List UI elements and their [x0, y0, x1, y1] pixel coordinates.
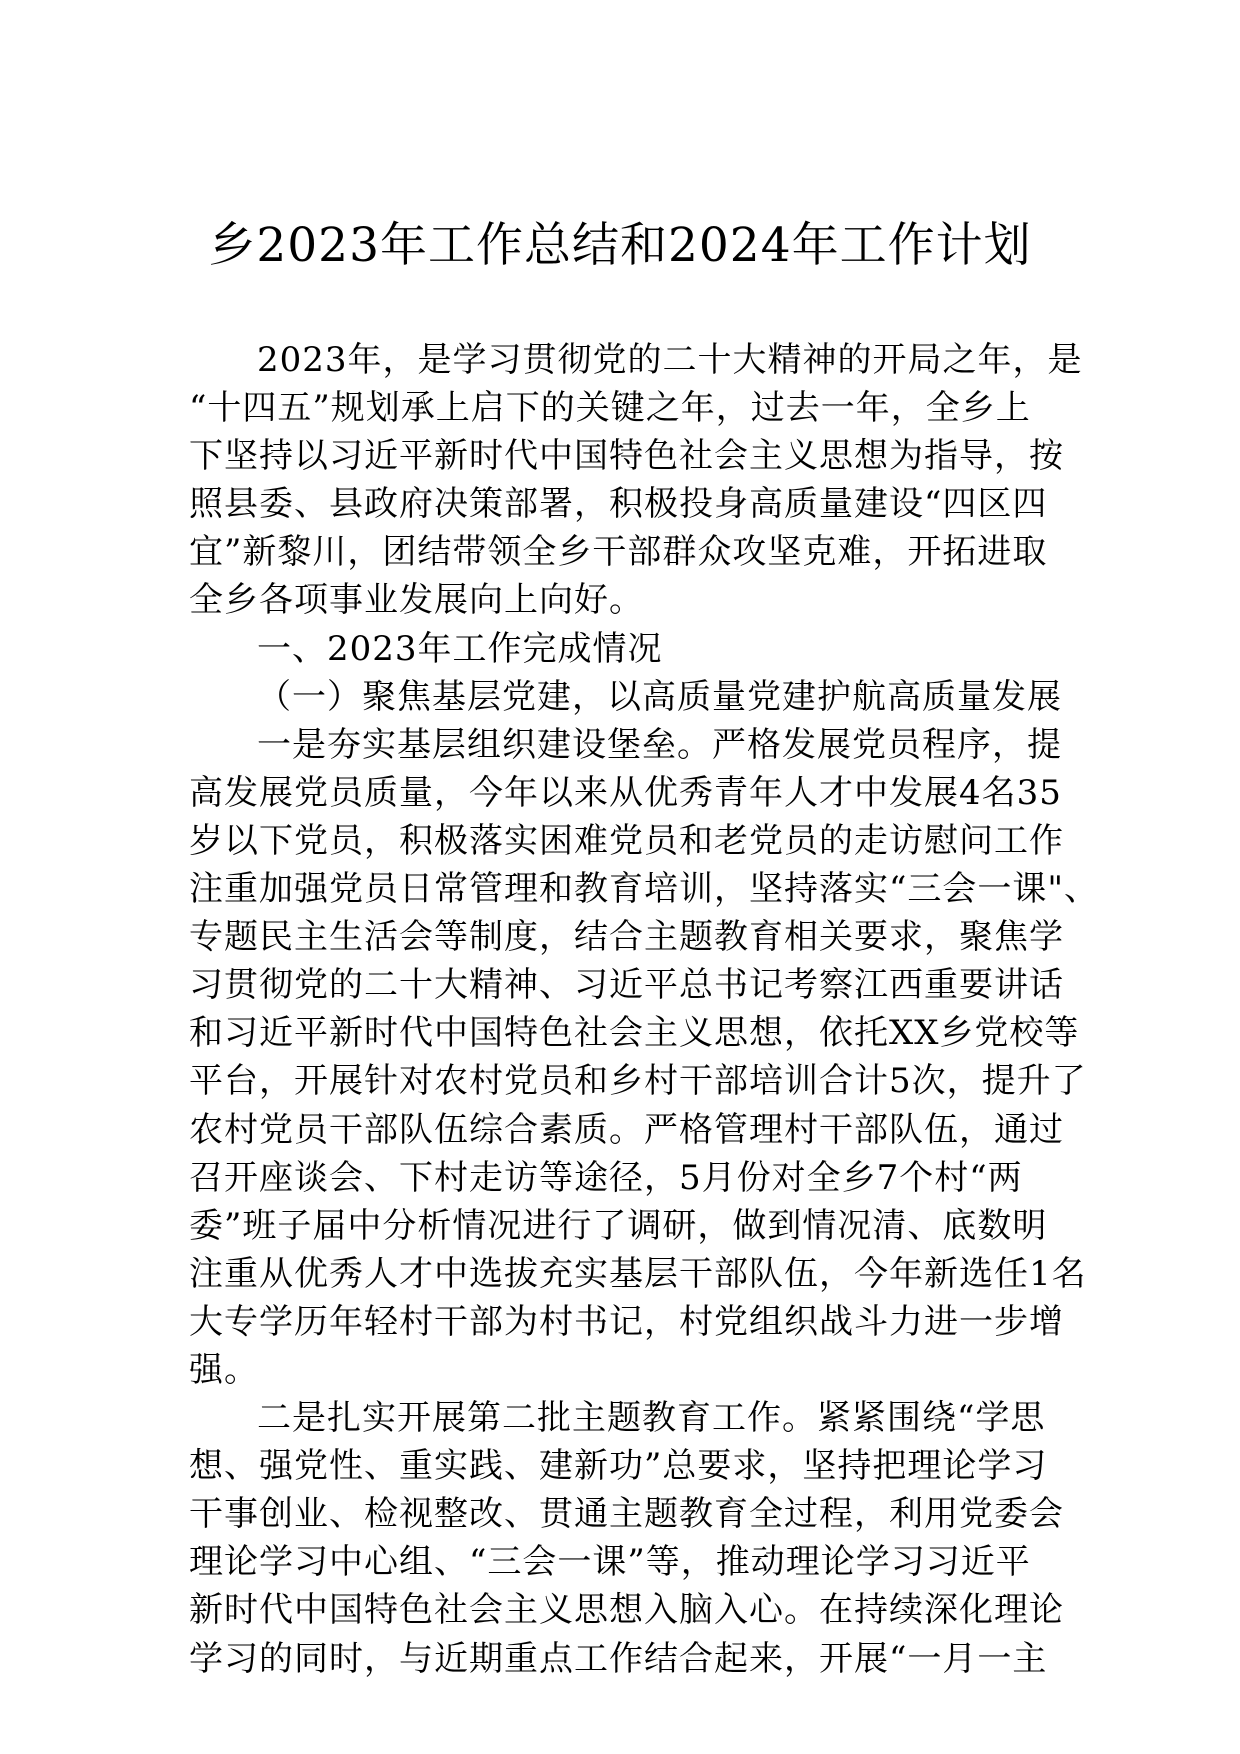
body-line: （一）聚焦基层党建，以高质量党建护航高质量发展 — [257, 676, 1062, 717]
document-title: 乡2023年工作总结和2024年工作计划 — [208, 218, 1032, 273]
body-line: 大专学历年轻村干部为村书记，村党组织战斗力进一步增 — [189, 1301, 1064, 1342]
body-line: 强。 — [189, 1349, 259, 1390]
body-line: 一是夯实基层组织建设堡垒。严格发展党员程序，提 — [257, 724, 1062, 765]
body-line: 和习近平新时代中国特色社会主义思想，依托XX乡党校等 — [189, 1013, 1080, 1054]
body-line: 干事创业、检视整改、贯通主题教育全过程，利用党委会 — [189, 1494, 1064, 1535]
body-line: 一、2023年工作完成情况 — [257, 628, 663, 669]
body-line: 注重加强党员日常管理和教育培训，坚持落实“三会一课"、 — [189, 869, 1100, 910]
body-line: 新时代中国特色社会主义思想入脑入心。在持续深化理论 — [189, 1590, 1064, 1631]
body-line: 注重从优秀人才中选拔充实基层干部队伍，今年新选任1名 — [189, 1253, 1087, 1294]
body-line: 2023年，是学习贯彻党的二十大精神的开局之年，是 — [257, 340, 1083, 380]
body-line: 想、强党性、重实践、建新功”总要求，坚持把理论学习 — [189, 1446, 1048, 1487]
body-line: 平台，开展针对农村党员和乡村干部培训合计5次，提升了 — [189, 1061, 1087, 1102]
body-line: 二是扎实开展第二批主题教育工作。紧紧围绕“学思 — [257, 1398, 1046, 1439]
body-line: 全乡各项事业发展向上向好。 — [189, 580, 644, 621]
body-line: 高发展党员质量，今年以来从优秀青年人才中发展4名35 — [189, 772, 1062, 813]
body-line: 委”班子届中分析情况进行了调研，做到情况清、底数明 — [189, 1205, 1048, 1246]
body-line: 下坚持以习近平新时代中国特色社会主义思想为指导，按 — [189, 436, 1064, 477]
body-line: 学习的同时，与近期重点工作结合起来，开展“一月一主 — [189, 1638, 1048, 1679]
body-line: 召开座谈会、下村走访等途径，5月份对全乡7个村“两 — [189, 1157, 1023, 1198]
body-line: 农村党员干部队伍综合素质。严格管理村干部队伍，通过 — [189, 1109, 1064, 1150]
body-line: 习贯彻党的二十大精神、习近平总书记考察江西重要讲话 — [189, 965, 1064, 1006]
body-line: 专题民主生活会等制度，结合主题教育相关要求，聚焦学 — [189, 917, 1064, 958]
body-line: “十四五”规划承上启下的关键之年，过去一年，全乡上 — [189, 388, 1031, 429]
body-line: 岁以下党员，积极落实困难党员和老党员的走访慰问工作 — [189, 820, 1064, 861]
body-line: 宜”新黎川，团结带领全乡干部群众攻坚克难，开拓进取 — [189, 532, 1048, 573]
body-line: 理论学习中心组、“三会一课”等，推动理论学习习近平 — [189, 1542, 1031, 1583]
document-body — [189, 336, 1100, 1683]
body-line: 照县委、县政府决策部署，积极投身高质量建设“四区四 — [189, 484, 1048, 525]
